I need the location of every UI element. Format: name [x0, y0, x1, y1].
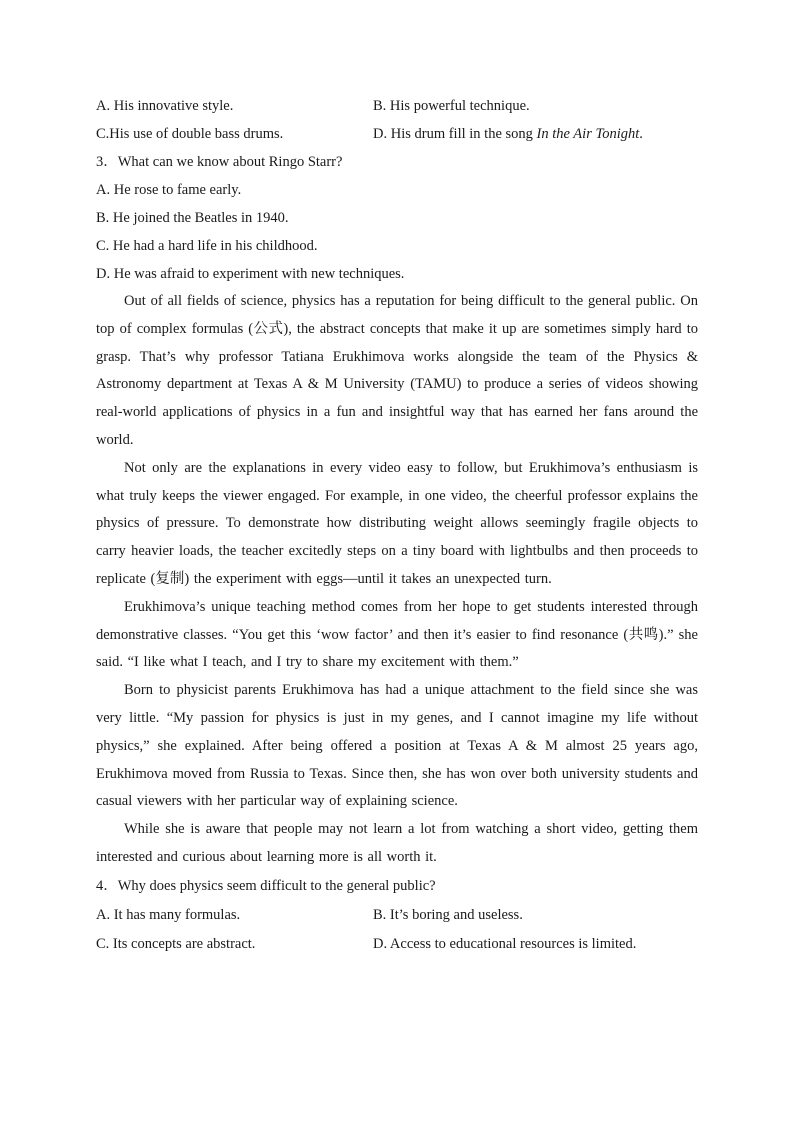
q2-option-a[interactable]: A. His innovative style.	[96, 98, 234, 114]
q3-option-b[interactable]: B. He joined the Beatles in 1940.	[96, 210, 289, 226]
q3-option-c[interactable]: C. He had a hard life in his childhood.	[96, 238, 318, 254]
q3-question: 3．What can we know about Ringo Starr?	[96, 154, 343, 170]
q2-options-row-2	[96, 120, 698, 148]
exam-page	[96, 92, 698, 959]
passage-paragraph-1: Out of all fields of science, physics has a reputation for being difficult to the general public. On top of complex formulas (公式), the abstract concepts that make it up are sometimes simply hard to grasp. That’s why professor Tatiana Erukhimova works alongside the team of the Physics & Astronomy department at Texas A & M University (TAMU) to produce a series of videos showing real-world applications of physics in a fun and insightful way that has earned her fans around the world.	[96, 293, 698, 448]
q4-option-c[interactable]: C. Its concepts are abstract.	[96, 935, 256, 952]
q3-option-a[interactable]: A. He rose to fame early.	[96, 182, 242, 198]
q4-option-a[interactable]: A. It has many formulas.	[96, 906, 241, 923]
q2-option-d-suffix: .	[639, 126, 643, 142]
q2-option-c[interactable]: C.His use of double bass drums.	[96, 126, 284, 142]
q3-option-d[interactable]: D. He was afraid to experiment with new techniques.	[96, 266, 405, 282]
passage-paragraph-5: While she is aware that people may not learn a lot from watching a short video, getting them interested and curious about learning more is all worth it.	[96, 821, 698, 865]
song-title: In the Air Tonight	[536, 126, 640, 142]
q2-option-b[interactable]: B. His powerful technique.	[373, 98, 530, 114]
q4-question: 4．Why does physics seem difficult to the general public?	[96, 877, 436, 894]
q4-options-row-2	[96, 930, 698, 959]
q4-options-row-1	[96, 901, 698, 930]
passage-paragraph-3: Erukhimova’s unique teaching method comes from her hope to get students interested through demonstrative classes. “You get this ‘wow factor’ and then it’s easier to find resonance (共鸣).” she said. “I like what I teach, and I try to share my excitement with them.”	[96, 598, 698, 671]
q2-options-row-1	[96, 92, 698, 120]
q2-option-d-prefix: D. His drum fill in the song	[373, 126, 537, 142]
passage-paragraph-4: Born to physicist parents Erukhimova has had a unique attachment to the field since she was very little. “My passion for physics is just in my genes, and I cannot imagine my life without physics,” she explained. After being offered a position at Texas A & M almost 25 years ago, Erukhimova moved from Russia to Texas. Since then, she has won over both university students and casual viewers with her particular way of explaining science.	[96, 682, 698, 810]
q4-option-b[interactable]: B. It’s boring and useless.	[373, 906, 523, 923]
q4-option-d[interactable]: D. Access to educational resources is limited.	[373, 935, 637, 952]
passage-paragraph-2: Not only are the explanations in every video easy to follow, but Erukhimova’s enthusiasm is what truly keeps the viewer engaged. For example, in one video, the cheerful professor explains the physics of pressure. To demonstrate how distributing weight allows seemingly fragile objects to carry heavier loads, the teacher excitedly steps on a tiny board with lightbulbs and then proceeds to replicate (复制) the experiment with eggs—until it takes an unexpected turn.	[96, 459, 698, 587]
q2-option-d[interactable]	[373, 120, 643, 148]
